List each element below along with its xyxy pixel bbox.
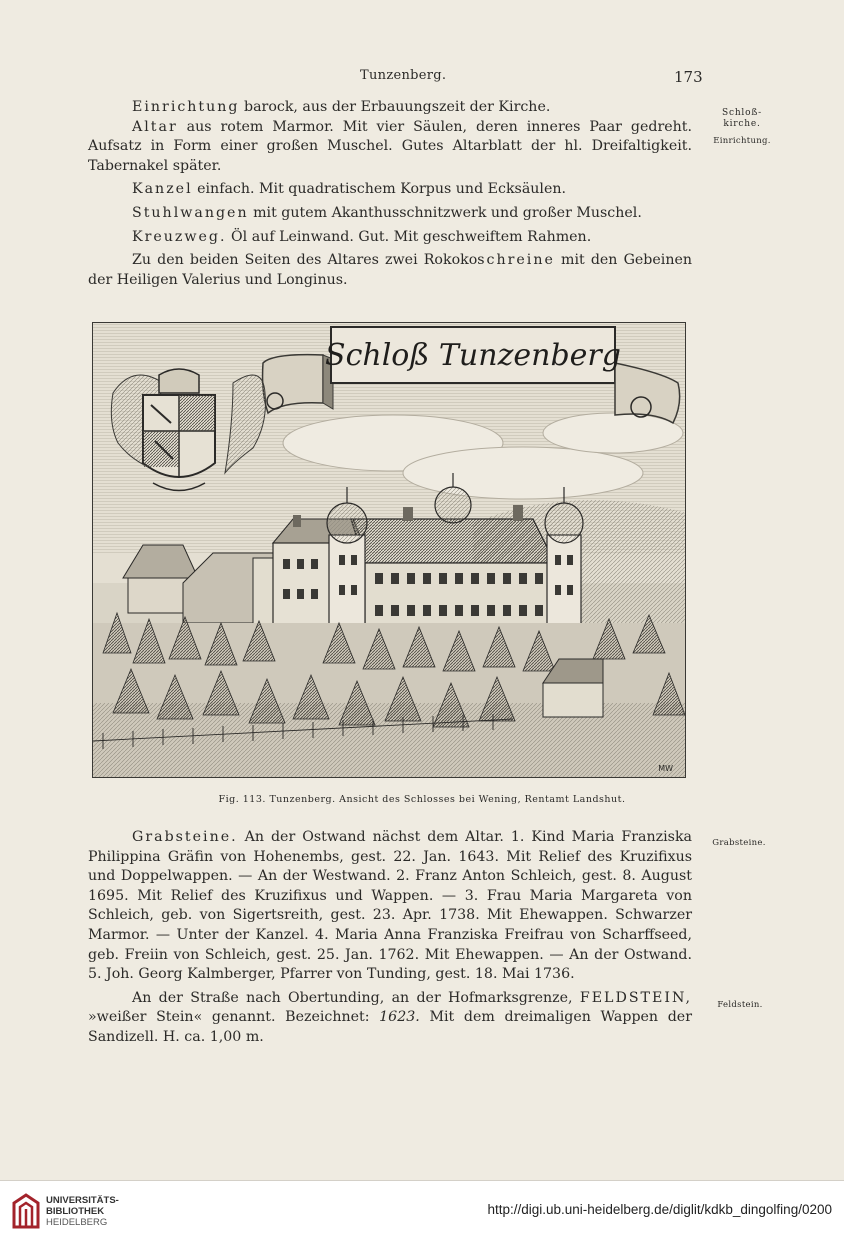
page-number: 173: [674, 68, 703, 86]
paragraph-grabsteine: Grabsteine. An der Ostwand nächst dem Altar. 1. Kind Maria Franziska Philippina Gräfin von Hohenembs, gest. 22. Jan. 1643. Mit Relief des Kruzifixus und Doppelwappen. — An der Westwand. 2. Franz Anton Schleich, gest. 8. August 1695. Mit Relief des Kruzifixus und Wappen. — 3. Frau Maria Margareta von Schleich, geb. von Sigertsreith, gest. 23. Apr. 1738. Mit Ehewappen. Schwarzer Marmor. — Unter der Kanzel. 4. Maria Anna Franziska Freifrau von Scharffseed, geb. Freiin von Schleich, gest. 25. Jan. 1762. Mit Ehewappen. — An der Ostwand. 5. Joh. Georg Kalmberger, Pfarrer von Tunding, gest. 18. Mai 1736.: [88, 829, 692, 983]
upper-text-block: [88, 98, 692, 290]
university-library-logo-icon[interactable]: [12, 1193, 40, 1229]
lower-text-block: [88, 828, 692, 1048]
margin-note-einrichtung: Einrichtung.: [713, 136, 771, 146]
paragraph-kanzel: Kanzel einfach. Mit quadratischem Korpus und Ecksäulen.: [132, 181, 567, 198]
paragraph-kreuzweg: Kreuzweg. Öl auf Leinwand. Gut. Mit geschweiftem Rahmen.: [132, 228, 592, 245]
margin-note-schlosskirche: Schloß- kirche.: [722, 108, 762, 129]
banner-text: Schloß Tunzenberg: [325, 338, 621, 373]
figure-caption: Fig. 113. Tunzenberg. Ansicht des Schlosses bei Wening, Rentamt Landshut.: [218, 794, 626, 805]
paragraph-feldstein: An der Straße nach Obertunding, an der Hofmarksgrenze, FELDSTEIN, »weißer Stein« genannt. Bezeichnet: 1623. Mit dem dreimaligen Wappen der Sandizell. H. ca. 1,00 m.: [88, 989, 692, 1045]
margin-note-grabsteine: Grabsteine.: [712, 838, 766, 848]
engraver-monogram: MW: [658, 764, 673, 773]
viewer-footer: [0, 1180, 844, 1241]
castle-engraving: [92, 322, 686, 778]
paragraph-altar: Altar aus rotem Marmor. Mit vier Säulen, deren inneres Paar gedreht. Aufsatz in Form einer großen Muschel. Gutes Altarblatt der hl. Dreifaltigkeit. Tabernakel später.: [88, 118, 692, 174]
library-name[interactable]: UNIVERSITÄTS- BIBLIOTHEK HEIDELBERG: [46, 1195, 119, 1228]
paragraph-rokokoschreine: Zu den beiden Seiten des Altares zwei Rokokoschreine mit den Gebeinen der Heiligen Valerius und Longinus.: [88, 252, 692, 288]
running-title: Tunzenberg.: [360, 68, 447, 83]
castle-illustration: [93, 323, 686, 778]
paragraph-einrichtung: Einrichtung barock, aus der Erbauungszeit der Kirche.: [132, 99, 551, 115]
permalink-url[interactable]: http://digi.ub.uni-heidelberg.de/diglit/kdkb_dingolfing/0200: [487, 1202, 832, 1217]
paragraph-stuhlwangen: Stuhlwangen mit gutem Akanthusschnitzwerk und großer Muschel.: [132, 204, 642, 221]
margin-note-feldstein: Feldstein.: [717, 1000, 763, 1010]
